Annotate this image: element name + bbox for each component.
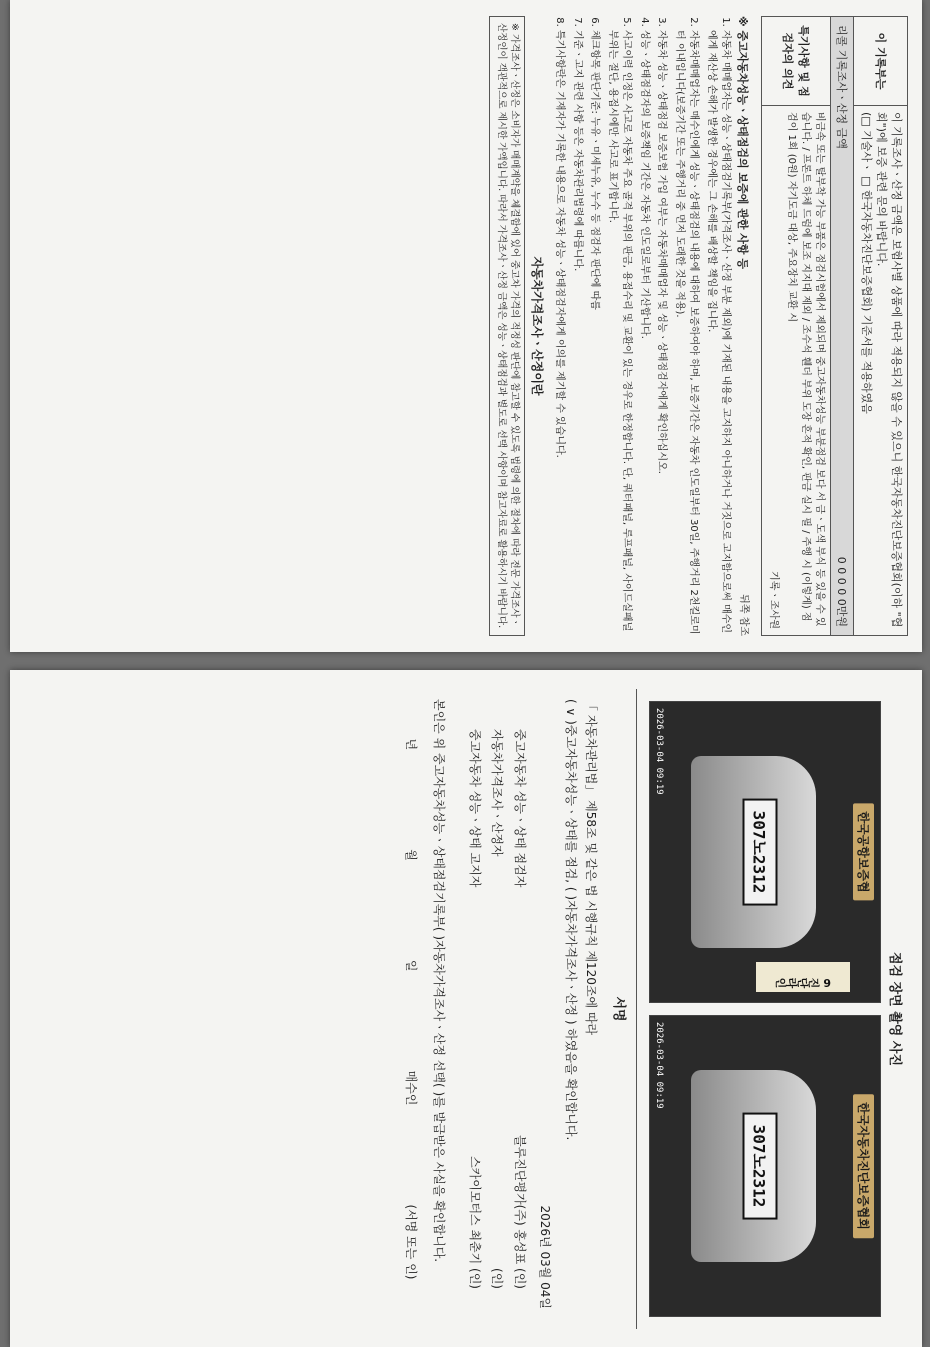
footer-box: ※ 가격조사ㆍ산정은 소비자가 매매계약을 체결함에 있어 중고차 가격의 적정성 판단에 참고할 수 있도록 법령에 의한 절차에 따라 전문 가격조사ㆍ산정인이 객관적으로 제시한 가액입니다. 따라서 가격조사ㆍ산정 금액은 성능ㆍ상태점검과 별도로 선택 사항이며 참고자료로 활용하시기 바랍니다. [489,16,525,636]
remarks-content [762,106,830,635]
remarks-text: 비금속 또는 탈부착 가능 부품은 점검시험에서 제외되며 중고자동차성능 부분점검 보다 서 금ㆍ도색 부식 등 있을 수 있습니다. / 프론트 하체 드럼에 보조 지지대 제외 / 조수석 휀더 부위 도장 흔적 확인, 판금 실시 필 / 주행 시 (이렇게) 점검이 1회 (0원) 자기도금 대상, 주요장치 교환 시 [786,112,826,627]
inspection-date: 2026년 03월 04일 [538,1205,553,1309]
list-item: 1. 자동차 매매업자는 성능ㆍ상태점검기록부(가격조사ㆍ산정 부분 제외)에 기재된 내용을 고지하지 아니하거나 거짓으로 고지함으로써 매수인에게 재산상 손해가 발생한 경우에는 그 손해를 배상할 책임을 집니다. [703,30,732,636]
list-item: 7. 기준ㆍ고지 관련 사항 등은 자동차관리법령에 따릅니다. [569,30,584,636]
signatory-row [486,729,509,1289]
photo-row [649,689,881,1329]
signatory-row [508,729,531,1289]
statement-line-2: ( ∨ )중고자동차성능ㆍ상태를 점검, ( )자동차가격조사ㆍ산정 ) 하였음을 확인합니다. [563,698,578,1140]
photo-timestamp: 2026-03-04 09:19 [654,707,664,795]
inspection-photo-rear [649,1015,881,1317]
photo-section-title: 점검 장면 촬영 사진 [887,951,902,1066]
section-title: ※ 중고자동차성능ㆍ상태점검의 보증에 관한 사항 등 [736,16,750,269]
photo-banner: 한국공항보증협 [853,803,874,900]
header-right-line-2: (□ 기술사ㆍ □ 한국자동차진단보증협회) 기준서를 적용하였음 [860,112,874,414]
buyer-sign-row [403,689,420,1329]
list-item: 6. 체크항목 판단기준: 누유ㆍ미세누유, 누수 등 점검자 판단에 따름 [587,30,602,636]
lane-sign: 6 진단라인 [756,962,850,992]
header-left-label: 이 기록부는 [854,17,907,106]
signature-section-title: 서명 [611,689,637,1329]
day-label: 일 [404,959,419,972]
buyer-label: 매수인 [404,1070,419,1105]
license-plate: 307노2312 [743,798,778,905]
remarks-signer: 기록ㆍ조사원 [768,571,780,629]
photo-banner: 한국자동차진단보증협회 [853,1094,874,1238]
section-ref: 뒤쪽 참조 [738,594,750,636]
list-item: 4. 성능ㆍ상태점검자의 보증책임 기간은 자동차 인도일로부터 기산합니다. [636,30,651,636]
signature-statement [560,689,601,1329]
signatory-label: 중고자동차 성능ㆍ상태 고지자 [467,728,482,887]
section-header [732,16,753,636]
year-label: 년 [404,738,419,750]
list-item: 2. 자동차매매업자는 매수인에게 성능ㆍ상태점검의 내용에 대하여 보증하여야 하며, 보증기간은 자동차 인도일부터 30일, 주행거리 2천킬로미터 이내입니다(보증기간 또는 주행거리 중 먼저 도래한 것을 적용). [671,30,700,636]
list-item: 5. 사고이력 인정은 사고로 자동차 주요 골격 부위의 판금, 용접수리 및 교환이 있는 경우로 한정합니다. 단, 쿼터패널, 루프패널, 사이드실패널 부위는 절단, 용접시에만 사고로 표기합니다. [604,30,633,636]
document-page-1 [10,0,922,652]
document-page-2 [10,670,922,1347]
price-label: 리콜 기록조사ㆍ산정 금액 [835,25,849,149]
list-item: 3. 자동차 성능ㆍ상태점검 보증보험 가입 여부는 자동차매매업자 및 성능ㆍ상태점검자에게 확인하십시오. [654,30,669,636]
price-value: 0 0 0 0 0만원 [835,556,849,627]
signatory-row [463,729,486,1289]
signatory-value: 블루진단평가(주) 홍성표 (인) [513,1134,528,1289]
price-row [830,16,853,636]
signatory-label: 중고자동차 성능ㆍ상태 점검자 [513,728,528,887]
signatory-label: 자동차가격조사ㆍ산정자 [490,728,505,857]
footer-title: 자동차가격조사ㆍ산정이란 [529,256,544,396]
photo-timestamp: 2026-03-04 09:19 [654,1021,664,1109]
remarks-row [761,16,830,636]
statement-line-1: 「 자동차관리법」 제58조 및 같은 법 시행규칙 제120조에 따라 [584,698,598,1035]
buyer-signature: (서명 또는 인) [404,1203,419,1279]
page-2-content [16,675,916,1343]
signatory-value: (인) [490,1267,505,1289]
inspection-photo-front [649,701,881,1003]
header-right-line-1: 이 기록조사ㆍ산정 금액은 보험사별 상품에 따라 적용되지 않을 수 있으니 한국자동차진단보증협회(이하 "협회")에 보증 관련 문의 바랍니다. [875,112,903,628]
header-notice [853,16,908,636]
header-right-text [854,106,907,635]
page-1-content [16,6,916,646]
signatory-list [463,689,531,1329]
month-label: 월 [404,848,419,861]
remarks-label: 특기사항 및 점검자의 의견 [762,17,830,106]
warranty-list [552,16,733,636]
signatory-value: 스카이모터스 최춘기 (인) [467,1155,482,1289]
buyer-confirmation: 본인은 위 중고자동차성능ㆍ상태점검기록부( )자동차가격조사ㆍ산정 선택( )를 발급받은 사실을 확인합니다. [431,698,446,1262]
license-plate: 307노2312 [743,1112,778,1219]
list-item: 8. 특기사항란은 기재자가 기록한 내용으로 자동차 성능ㆍ상태점검자에게 이의를 제기할 수 있습니다. [552,30,567,636]
